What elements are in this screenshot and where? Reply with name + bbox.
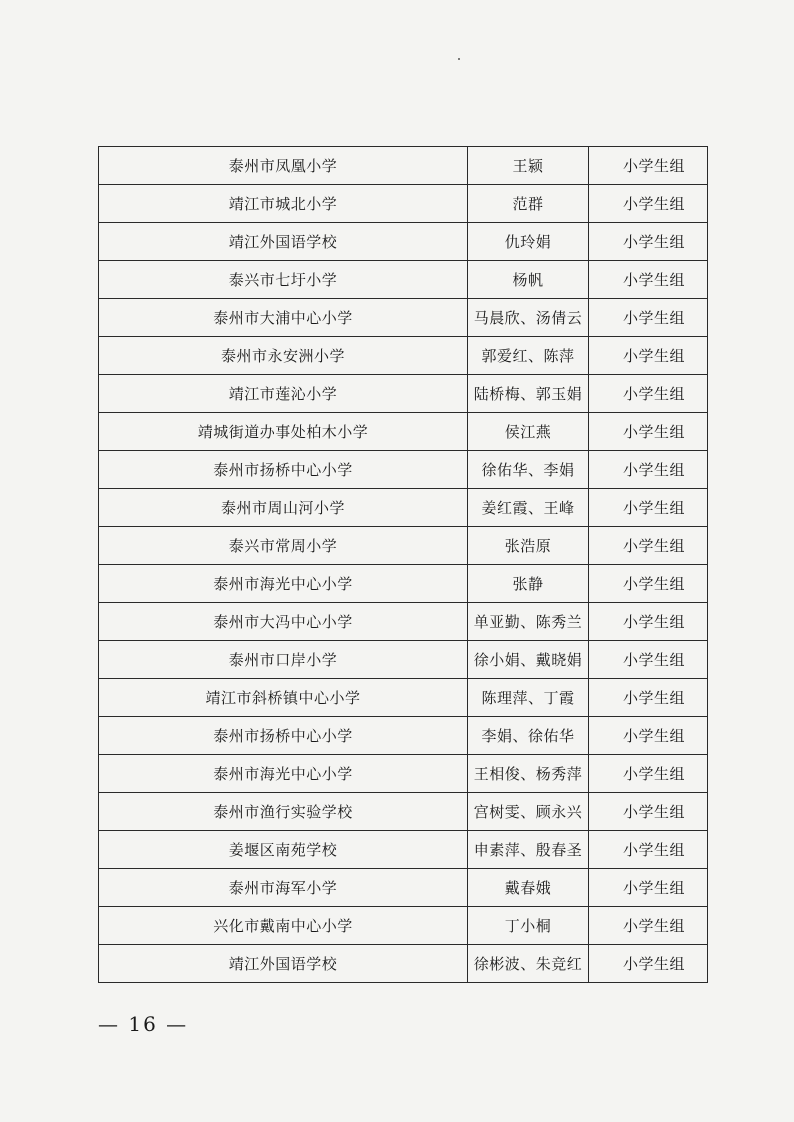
table-row (99, 527, 708, 565)
school-cell: 泰州市永安洲小学 (99, 337, 468, 375)
group-cell (589, 793, 708, 831)
table-row (99, 831, 708, 869)
group-label: 小学生组 (622, 499, 685, 517)
names-cell: 姜红霞、王峰 (468, 489, 589, 527)
school-cell: 泰兴市常周小学 (99, 527, 468, 565)
table-row (99, 299, 708, 337)
group-cell (589, 755, 708, 793)
group-cell (589, 679, 708, 717)
school-cell: 靖城街道办事处柏木小学 (99, 413, 468, 451)
group-cell (589, 641, 708, 679)
names-cell: 侯江燕 (468, 413, 589, 451)
names-cell: 单亚勤、陈秀兰 (468, 603, 589, 641)
names-cell: 宫树雯、顾永兴 (468, 793, 589, 831)
group-cell (589, 489, 708, 527)
table-row (99, 489, 708, 527)
page-number: — 16 — (98, 1012, 189, 1036)
names-cell: 仇玲娟 (468, 223, 589, 261)
school-cell: 泰州市渔行实验学校 (99, 793, 468, 831)
table-row (99, 451, 708, 489)
group-label: 小学生组 (622, 955, 685, 973)
table-row (99, 337, 708, 375)
school-cell: 靖江市城北小学 (99, 185, 468, 223)
group-label: 小学生组 (622, 651, 685, 669)
group-label: 小学生组 (622, 423, 685, 441)
table-row (99, 793, 708, 831)
school-cell: 姜堰区南苑学校 (99, 831, 468, 869)
group-cell (589, 869, 708, 907)
names-cell: 陆桥梅、郭玉娟 (468, 375, 589, 413)
group-cell (589, 603, 708, 641)
school-cell: 泰州市海光中心小学 (99, 565, 468, 603)
table-row (99, 375, 708, 413)
table-row (99, 603, 708, 641)
group-cell (589, 413, 708, 451)
group-label: 小学生组 (622, 765, 685, 783)
group-cell (589, 717, 708, 755)
group-cell (589, 451, 708, 489)
group-cell (589, 185, 708, 223)
names-cell: 陈理萍、丁霞 (468, 679, 589, 717)
table-row (99, 945, 708, 983)
names-cell: 戴春娥 (468, 869, 589, 907)
names-cell: 申素萍、殷春圣 (468, 831, 589, 869)
names-cell: 徐彬波、朱竞红 (468, 945, 589, 983)
table-row (99, 755, 708, 793)
group-cell (589, 147, 708, 185)
group-cell (589, 223, 708, 261)
table-row (99, 641, 708, 679)
school-cell: 靖江外国语学校 (99, 945, 468, 983)
group-cell (589, 945, 708, 983)
school-cell: 泰州市口岸小学 (99, 641, 468, 679)
names-cell: 王颍 (468, 147, 589, 185)
names-cell: 王相俊、杨秀萍 (468, 755, 589, 793)
group-label: 小学生组 (622, 347, 685, 365)
roster-body (99, 147, 708, 983)
scan-speck (458, 58, 460, 60)
group-cell (589, 527, 708, 565)
names-cell: 范群 (468, 185, 589, 223)
school-cell: 靖江外国语学校 (99, 223, 468, 261)
table-row (99, 223, 708, 261)
group-label: 小学生组 (622, 613, 685, 631)
group-cell (589, 337, 708, 375)
school-cell: 靖江市斜桥镇中心小学 (99, 679, 468, 717)
names-cell: 马晨欣、汤倩云 (468, 299, 589, 337)
award-roster-table (98, 146, 708, 983)
names-cell: 徐小娟、戴晓娟 (468, 641, 589, 679)
group-label: 小学生组 (622, 233, 685, 251)
table-row (99, 147, 708, 185)
group-cell (589, 565, 708, 603)
school-cell: 泰州市扬桥中心小学 (99, 451, 468, 489)
names-cell: 徐佑华、李娟 (468, 451, 589, 489)
names-cell: 丁小桐 (468, 907, 589, 945)
group-label: 小学生组 (622, 385, 685, 403)
group-label: 小学生组 (622, 803, 685, 821)
school-cell: 泰州市大冯中心小学 (99, 603, 468, 641)
names-cell: 李娟、徐佑华 (468, 717, 589, 755)
group-label: 小学生组 (622, 879, 685, 897)
group-label: 小学生组 (622, 575, 685, 593)
group-label: 小学生组 (622, 841, 685, 859)
group-label: 小学生组 (622, 309, 685, 327)
school-cell: 泰州市扬桥中心小学 (99, 717, 468, 755)
school-cell: 泰州市海军小学 (99, 869, 468, 907)
school-cell: 泰州市海光中心小学 (99, 755, 468, 793)
school-cell: 泰州市周山河小学 (99, 489, 468, 527)
group-cell (589, 261, 708, 299)
group-label: 小学生组 (622, 195, 685, 213)
group-label: 小学生组 (622, 157, 685, 175)
school-cell: 泰兴市七圩小学 (99, 261, 468, 299)
school-cell: 泰州市凤凰小学 (99, 147, 468, 185)
school-cell: 靖江市莲沁小学 (99, 375, 468, 413)
group-cell (589, 375, 708, 413)
group-label: 小学生组 (622, 537, 685, 555)
table-row (99, 869, 708, 907)
table-row (99, 679, 708, 717)
group-cell (589, 907, 708, 945)
group-cell (589, 831, 708, 869)
group-label: 小学生组 (622, 727, 685, 745)
table-row (99, 565, 708, 603)
group-label: 小学生组 (622, 917, 685, 935)
table-row (99, 185, 708, 223)
names-cell: 杨帆 (468, 261, 589, 299)
table-row (99, 907, 708, 945)
names-cell: 张静 (468, 565, 589, 603)
group-label: 小学生组 (622, 461, 685, 479)
table-row (99, 261, 708, 299)
group-label: 小学生组 (622, 271, 685, 289)
school-cell: 兴化市戴南中心小学 (99, 907, 468, 945)
names-cell: 郭爱红、陈萍 (468, 337, 589, 375)
names-cell: 张浩原 (468, 527, 589, 565)
school-cell: 泰州市大浦中心小学 (99, 299, 468, 337)
table-row (99, 717, 708, 755)
group-cell (589, 299, 708, 337)
table-row (99, 413, 708, 451)
group-label: 小学生组 (622, 689, 685, 707)
